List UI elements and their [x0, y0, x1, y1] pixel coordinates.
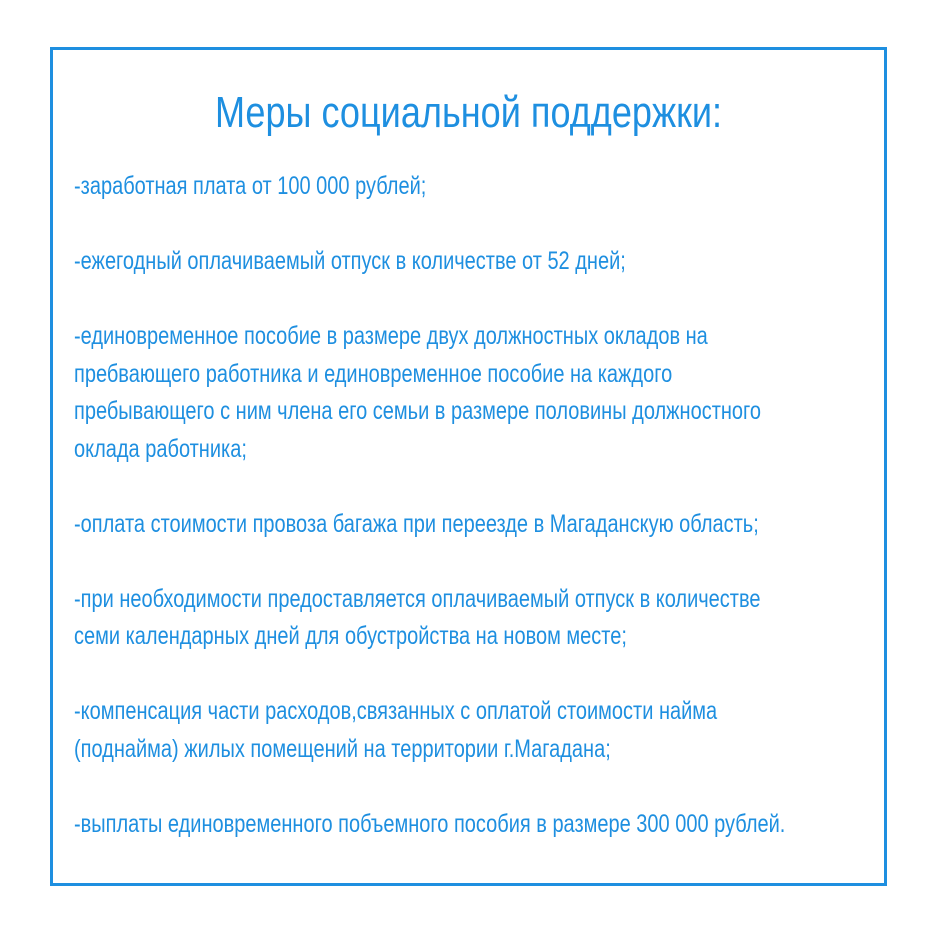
list-item-line: -компенсация части расходов,связанных с оплатой стоимости найма [74, 697, 718, 725]
support-measures-list [74, 168, 874, 881]
list-item [74, 506, 874, 544]
list-item [74, 318, 874, 468]
list-item-line: -единовременное пособие в размере двух должностных окладов на [74, 322, 708, 350]
list-item-line: -при необходимости предоставляется оплачиваемый отпуск в количестве [74, 584, 761, 613]
list-item [74, 693, 874, 768]
page-title: Меры социальной поддержки: [214, 88, 723, 137]
list-item-line: -оплата стоимости провоза багажа при переезде в Магаданскую область; [74, 509, 759, 538]
list-item [74, 806, 874, 844]
list-item-line: пребвающего работника и единовременное пособие на каждого [74, 359, 673, 388]
list-item [74, 243, 874, 281]
content-frame [50, 47, 887, 886]
list-item-line: -выплаты единовременного побъемного пособия в размере 300 000 рублей. [74, 809, 786, 838]
list-item [74, 168, 874, 206]
list-item-line: пребывающего с ним члена его семьи в размере половины должностного [74, 397, 762, 425]
list-item-line: оклада работника; [74, 434, 247, 463]
list-item-line: семи календарных дней для обустройства на новом месте; [74, 622, 627, 650]
list-item-line: -заработная плата от 100 000 рублей; [74, 172, 427, 200]
list-item [74, 581, 874, 656]
list-item-line: -ежегодный оплачиваемый отпуск в количестве от 52 дней; [74, 247, 626, 275]
list-item-line: (поднайма) жилых помещений на территории г.Магадана; [74, 734, 611, 763]
